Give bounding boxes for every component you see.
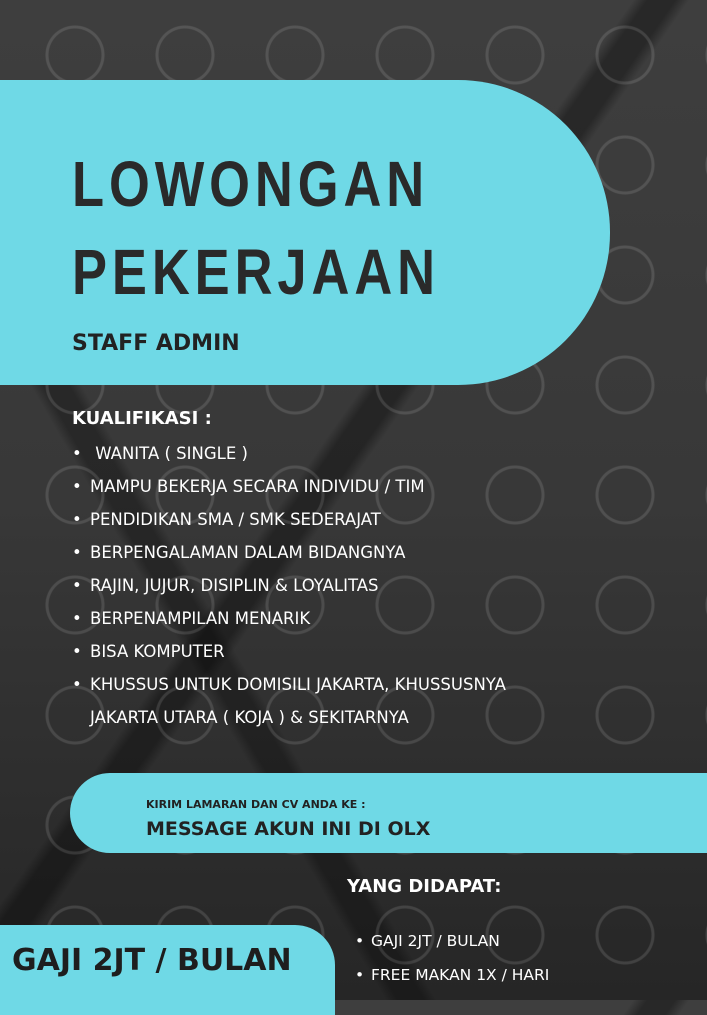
- list-item: [72, 539, 506, 572]
- bullet-icon: •: [72, 510, 82, 529]
- item-text: GAJI 2JT / BULAN: [371, 932, 500, 950]
- item-text: RAJIN, JUJUR, DISIPLIN & LOYALITAS: [90, 576, 379, 595]
- poster-title: [72, 140, 440, 316]
- item-text: BERPENGALAMAN DALAM BIDANGNYA: [90, 543, 406, 562]
- bullet-icon: •: [72, 609, 82, 628]
- bullet-icon: •: [72, 675, 82, 694]
- position-title: STAFF ADMIN: [72, 331, 240, 356]
- item-text: PENDIDIKAN SMA / SMK SEDERAJAT: [90, 510, 381, 529]
- list-item: [72, 605, 506, 638]
- list-item: [355, 928, 549, 962]
- title-line: LOWONGAN: [72, 148, 430, 220]
- item-text: FREE MAKAN 1X / HARI: [371, 966, 550, 984]
- list-item: [72, 506, 506, 539]
- contact-banner: [70, 773, 707, 853]
- bullet-icon: •: [72, 477, 82, 496]
- item-text: WANITA ( SINGLE ): [90, 444, 248, 463]
- list-item: [72, 671, 506, 704]
- list-item-continued: [72, 704, 506, 737]
- list-item: [355, 962, 549, 996]
- item-text: KHUSSUS UNTUK DOMISILI JAKARTA, KHUSSUSNYA: [90, 675, 506, 694]
- bullet-icon: •: [72, 543, 82, 562]
- item-text: MAMPU BEKERJA SECARA INDIVIDU / TIM: [90, 477, 425, 496]
- benefits-list: [355, 928, 549, 996]
- contact-value: MESSAGE AKUN INI DI OLX: [146, 818, 431, 840]
- salary-text: GAJI 2JT / BULAN: [12, 943, 292, 978]
- qualifications-heading: KUALIFIKASI :: [72, 408, 212, 429]
- bullet-icon: •: [72, 444, 82, 463]
- bullet-icon: •: [72, 642, 82, 661]
- salary-badge: [0, 925, 335, 1015]
- list-item: [72, 473, 506, 506]
- bullet-icon: •: [72, 576, 82, 595]
- qualifications-list: [72, 440, 506, 737]
- bullet-icon: •: [355, 966, 365, 984]
- item-text: JAKARTA UTARA ( KOJA ) & SEKITARNYA: [90, 708, 409, 727]
- item-text: BERPENAMPILAN MENARIK: [90, 609, 311, 628]
- list-item: [72, 572, 506, 605]
- item-text: BISA KOMPUTER: [90, 642, 225, 661]
- contact-label: KIRIM LAMARAN DAN CV ANDA KE :: [146, 798, 366, 811]
- title-line: PEKERJAAN: [72, 236, 440, 308]
- benefits-heading: YANG DIDAPAT:: [347, 876, 502, 897]
- list-item: [72, 440, 506, 473]
- list-item: [72, 638, 506, 671]
- bullet-icon: •: [355, 932, 365, 950]
